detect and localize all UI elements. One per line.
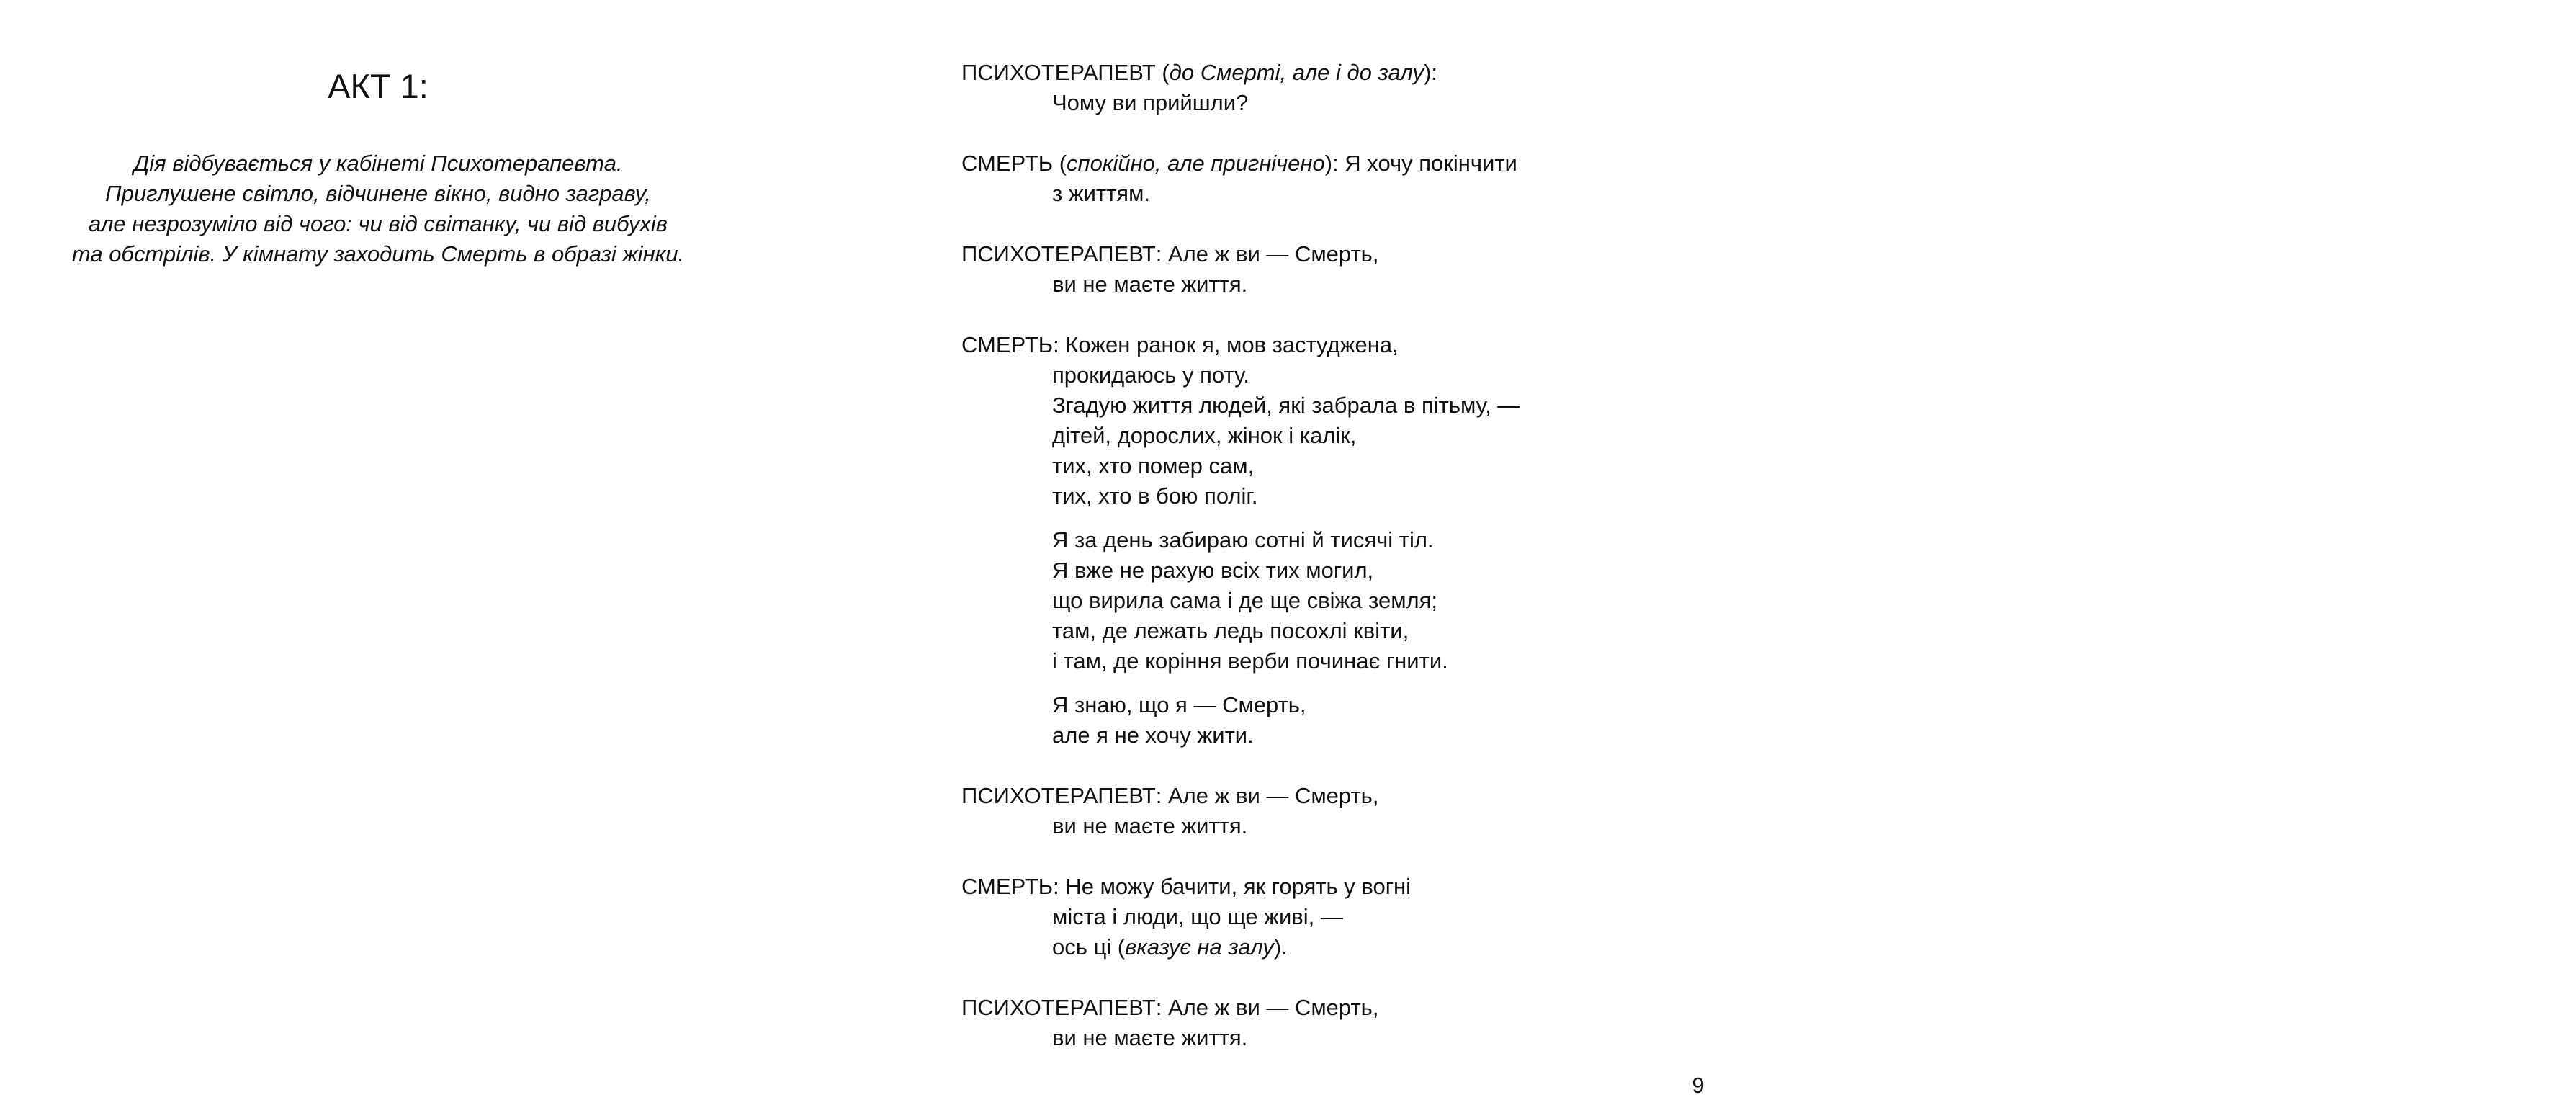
act-title: АКТ 1: [328, 67, 428, 105]
dialogue-line: прокидаюсь у поту. [1052, 362, 1250, 388]
dialogue-lead: Кожен ранок я, мов застуджена, [1065, 332, 1399, 357]
stage-note: спокійно, але пригнічено [1067, 151, 1325, 176]
dialogue-text-end: . [1281, 934, 1288, 960]
dialogue-line: тих, хто в бою поліг. [1052, 483, 1258, 509]
dialogue-lead: Не можу бачити, як горять у вогні [1065, 874, 1412, 899]
dialogue-first-line: СМЕРТЬ: Не можу бачити, як горять у вогні [961, 874, 1412, 899]
speaker-name: СМЕРТЬ [961, 151, 1054, 176]
left-page [0, 0, 820, 1118]
dialogue-first-line: ПСИХОТЕРАПЕВТ: Але ж ви — Смерть, [961, 241, 1379, 267]
speaker-name: СМЕРТЬ [961, 332, 1054, 357]
stage-note: до Смерті, але і до залу [1169, 60, 1424, 85]
dialogue-first-line: ПСИХОТЕРАПЕВТ: Але ж ви — Смерть, [961, 995, 1379, 1020]
stage-note: вказує на залу [1125, 934, 1274, 960]
dialogue-text: ось ці [1052, 934, 1118, 960]
dialogue-line: Чому ви прийшли? [1052, 90, 1249, 115]
dialogue-line: Я знаю, що я — Смерть, [1052, 692, 1306, 717]
dialogue-line: Я за день забираю сотні й тисячі тіл. [1052, 527, 1434, 553]
dialogue-line: там, де лежать ледь посохлі квіти, [1052, 618, 1409, 643]
dialogue-line: але я не хочу жити. [1052, 723, 1254, 748]
dialogue-line: міста і люди, що ще живі, — [1052, 904, 1343, 929]
speaker-name: ПСИХОТЕРАПЕВТ [961, 783, 1156, 808]
dialogue-line: ви не маєте життя. [1052, 272, 1248, 297]
page-number-area [820, 0, 1705, 1118]
dialogue-line: ви не маєте життя. [1052, 1025, 1248, 1050]
dialogue-lead: Я хочу покінчити [1345, 151, 1517, 176]
dialogue-line: дітей, дорослих, жінок і калік, [1052, 423, 1357, 448]
dialogue-lead: Але ж ви — Смерть, [1168, 995, 1379, 1020]
dialogue-line: і там, де коріння верби починає гнити. [1052, 648, 1448, 674]
dialogue-first-line: ПСИХОТЕРАПЕВТ (до Смерті, але і до залу): [961, 60, 1437, 85]
stage-direction-line: але незрозуміло від чого: чи від світанку, чи від вибухів [89, 211, 668, 236]
page-number: 9 [1692, 1073, 1705, 1098]
speaker-name: ПСИХОТЕРАПЕВТ [961, 995, 1156, 1020]
stage-direction [0, 148, 756, 269]
dialogue-first-line: СМЕРТЬ (спокійно, але пригнічено): Я хочу покінчити [961, 151, 1517, 176]
dialogue-first-line: ПСИХОТЕРАПЕВТ: Але ж ви — Смерть, [961, 783, 1379, 808]
dialogue-line: Я вже не рахую всіх тих могил, [1052, 558, 1374, 583]
dialogue-line: Згадую життя людей, які забрала в пітьму, — [1052, 393, 1520, 418]
dialogue-line: тих, хто помер сам, [1052, 453, 1255, 478]
stage-direction-line: та обстрілів. У кімнату заходить Смерть в образі жінки. [71, 241, 685, 267]
dialogue-line: ви не маєте життя. [1052, 813, 1248, 838]
speaker-name: СМЕРТЬ [961, 874, 1054, 899]
dialogue-lead: Але ж ви — Смерть, [1168, 241, 1379, 267]
stage-direction-line: Приглушене світло, відчинене вікно, видно заграву, [105, 181, 651, 206]
dialogue-lead: Але ж ви — Смерть, [1168, 783, 1379, 808]
stage-direction-line: Дія відбувається у кабінеті Психотерапевта. [133, 151, 623, 176]
right-page [820, 0, 1705, 1118]
dialogue-line: з життям. [1052, 181, 1150, 206]
speaker-name: ПСИХОТЕРАПЕВТ [961, 60, 1156, 85]
speaker-name: ПСИХОТЕРАПЕВТ [961, 241, 1156, 267]
dialogue-line: що вирила сама і де ще свіжа земля; [1052, 588, 1438, 613]
dialogue-line: ось ці (вказує на залу). [1052, 934, 1288, 960]
dialogue-first-line: СМЕРТЬ: Кожен ранок я, мов застуджена, [961, 332, 1399, 357]
